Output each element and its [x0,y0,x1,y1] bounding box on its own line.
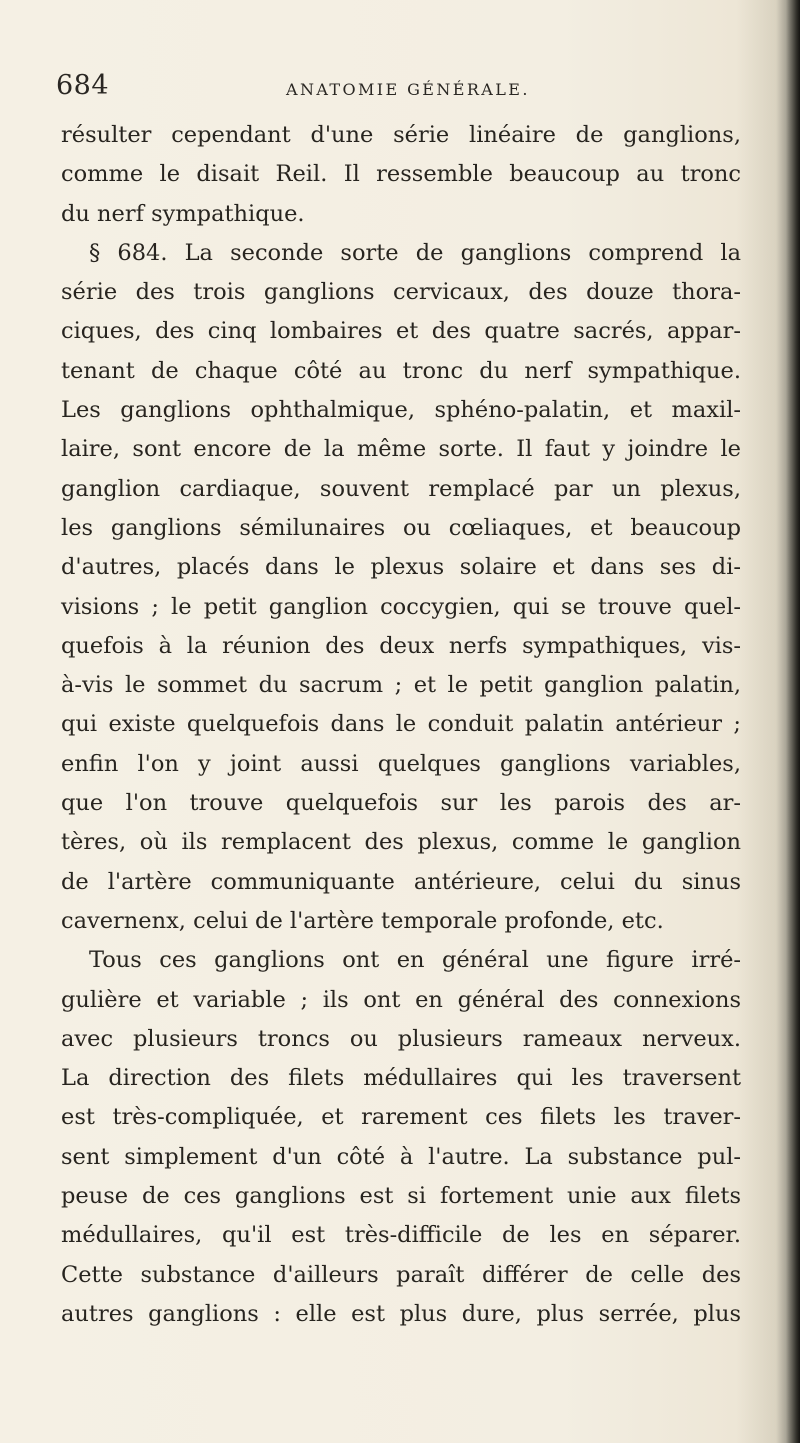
text-line: tenant de chaque côté au tronc du nerf sympathique. [61,357,741,384]
running-title: ANATOMIE GÉNÉRALE. [286,80,530,99]
text-line: d'autres, placés dans le plexus solaire et dans ses di- [61,554,741,581]
text-line: comme le disait Reil. Il ressemble beaucoup au tronc [61,161,741,188]
body-text [61,116,741,1334]
text-line: visions ; le petit ganglion coccygien, qui se trouve quel- [61,593,741,620]
text-line: Cette substance d'ailleurs paraît différer de celle des [61,1261,741,1288]
text-line: ciques, des cinq lombaires et des quatre sacrés, appar- [61,318,741,345]
text-line: série des trois ganglions cervicaux, des douze thora- [61,279,741,306]
binding-shadow [786,0,800,1443]
text-line: qui existe quelquefois dans le conduit palatin antérieur ; [61,711,741,738]
page-header [56,70,746,110]
text-line: Les ganglions ophthalmique, sphéno-palatin, et maxil- [61,397,741,424]
text-line: de l'artère communiquante antérieure, celui du sinus [61,868,741,895]
text-line: les ganglions sémilunaires ou cœliaques, et beaucoup [61,514,741,541]
text-line: à-vis le sommet du sacrum ; et le petit ganglion palatin, [61,672,741,699]
text-line: ganglion cardiaque, souvent remplacé par un plexus, [61,475,741,502]
text-line: tères, où ils remplacent des plexus, comme le ganglion [61,829,741,856]
text-line: quefois à la réunion des deux nerfs sympathiques, vis- [61,632,741,659]
text-line: résulter cependant d'une série linéaire de ganglions, [61,122,741,148]
text-line: enfin l'on y joint aussi quelques ganglions variables, [61,750,741,777]
paragraph-start-line: Tous ces ganglions ont en général une figure irré- [89,947,741,974]
text-line: cavernenx, celui de l'artère temporale profonde, etc. [61,907,664,934]
text-line: sent simplement d'un côté à l'autre. La substance pul- [61,1143,741,1170]
text-line: autres ganglions : elle est plus dure, plus serrée, plus [61,1300,741,1327]
text-line: La direction des filets médullaires qui les traversent [61,1065,741,1092]
text-line: est très-compliquée, et rarement ces filets les traver- [61,1104,741,1131]
text-line: médullaires, qu'il est très-difficile de les en séparer. [61,1222,741,1249]
page-number: 684 [56,70,110,101]
text-line: peuse de ces ganglions est si fortement unie aux filets [61,1183,741,1210]
text-line: laire, sont encore de la même sorte. Il faut y joindre le [61,436,741,463]
text-line: du nerf sympathique. [61,200,305,227]
text-line: avec plusieurs troncs ou plusieurs rameaux nerveux. [61,1025,741,1052]
section-start-line: § 684. La seconde sorte de ganglions comprend la [89,239,741,266]
text-line: que l'on trouve quelquefois sur les parois des ar- [61,790,741,817]
text-line: gulière et variable ; ils ont en général des connexions [61,986,741,1013]
